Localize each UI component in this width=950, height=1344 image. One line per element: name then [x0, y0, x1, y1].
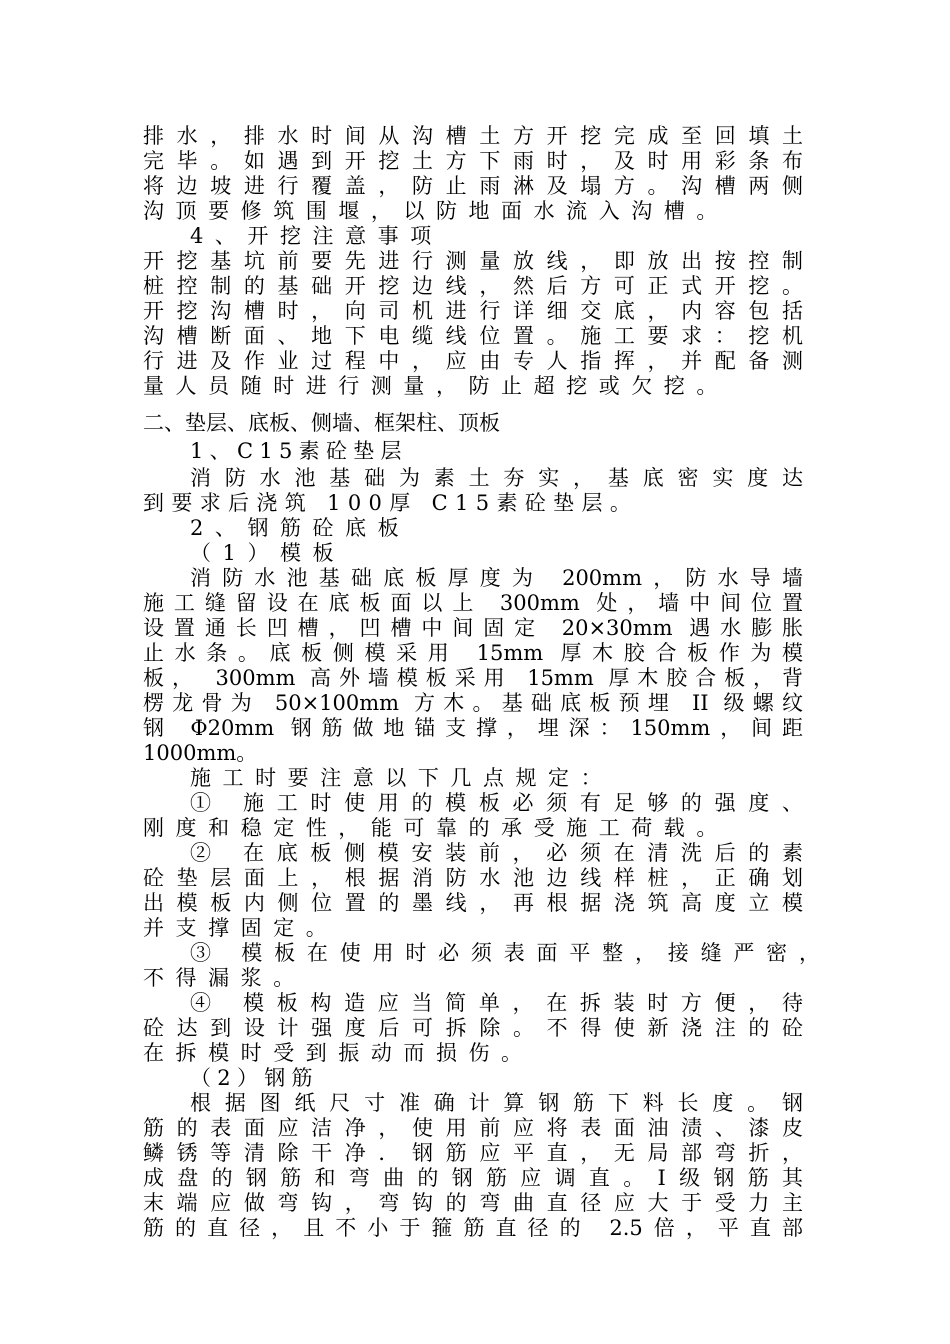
text-line: 消防水池基础底板厚度为 200mm，防水导墙	[190, 566, 803, 590]
text-line: 砼达到设计强度后可拆除。不得使新浇注的砼	[143, 1016, 803, 1040]
text-line: 鳞锈等清除干净．钢筋应平直，无局部弯折，	[143, 1141, 803, 1165]
text-line: 沟槽断面、地下电缆线位置。施工要求：挖机	[143, 324, 803, 348]
text-line: 沟顶要修筑围堰，以防地面水流入沟槽。	[143, 199, 729, 223]
list-item: ④ 模板构造应当简单，在拆装时方便，待	[190, 991, 803, 1015]
text-line: 到要求后浇筑 100厚 C15素砼垫层。	[143, 491, 639, 515]
text-line: 量人员随时进行测量，防止超挖或欠挖。	[143, 374, 729, 398]
text-line: 末端应做弯钩，弯钩的弯曲直径应大于受力主	[143, 1191, 803, 1215]
list-item: ② 在底板侧模安装前，必须在清洗后的素	[190, 841, 803, 865]
section-heading: 4、开挖注意事项	[190, 224, 443, 248]
text-line: 1000mm。	[143, 741, 258, 765]
text-line: 出模板内侧位置的墨线，再根据浇筑高度立模	[143, 891, 803, 915]
text-line: 在拆模时受到振动而损伤。	[143, 1041, 534, 1065]
chapter-heading: 二、垫层、底板、侧墙、框架柱、顶板	[143, 411, 500, 435]
text-line: 止水条。底板侧模采用 15mm 厚木胶合板作为模	[143, 641, 803, 665]
subsection-heading: （2）钢筋	[190, 1066, 319, 1090]
text-line: 根据图纸尺寸准确计算钢筋下料长度。钢	[190, 1091, 803, 1115]
text-line: 筋的表面应洁净，使用前应将表面油渍、漆皮	[143, 1116, 803, 1140]
text-line: 将边坡进行覆盖，防止雨淋及塌方。沟槽两侧	[143, 174, 803, 198]
text-line: 刚度和稳定性，能可靠的承受施工荷载。	[143, 816, 729, 840]
text-line: 楞龙骨为 50×100mm 方木。基础底板预埋 II 级螺纹	[143, 691, 803, 715]
text-line: 桩控制的基础开挖边线，然后方可正式开挖。	[143, 274, 803, 298]
text-line: 砼垫层面上，根据消防水池边线样桩，正确划	[143, 866, 803, 890]
text-line: 完毕。如遇到开挖土方下雨时，及时用彩条布	[143, 149, 803, 173]
text-line: 开挖沟槽时，向司机进行详细交底，内容包括	[143, 299, 803, 323]
text-line: 成盘的钢筋和弯曲的钢筋应调直。Ⅰ级钢筋其	[143, 1166, 803, 1190]
text-line: 排水，排水时间从沟槽土方开挖完成至回填土	[143, 124, 803, 148]
list-item: ① 施工时使用的模板必须有足够的强度、	[190, 791, 803, 815]
text-line: 行进及作业过程中，应由专人指挥，并配备测	[143, 349, 803, 373]
text-line: 设置通长凹槽，凹槽中间固定 20×30mm 遇水膨胀	[143, 616, 803, 640]
subsection-heading: （1）模板	[190, 541, 346, 565]
text-line: 板， 300mm 高外墙模板采用 15mm 厚木胶合板，背	[143, 666, 804, 690]
text-line: 施工时要注意以下几点规定：	[190, 766, 614, 790]
text-line: 消防水池基础为素土夯实，基底密实度达	[190, 466, 803, 490]
text-line: 并支撑固定。	[143, 916, 339, 940]
list-item: ③ 模板在使用时必须表面平整，接缝严密，	[190, 941, 820, 965]
text-line: 开挖基坑前要先进行测量放线，即放出按控制	[143, 249, 803, 273]
section-heading: 2、钢筋砼底板	[190, 516, 411, 540]
text-line: 施工缝留设在底板面以上 300mm 处，墙中间位置	[143, 591, 803, 615]
text-line: 筋的直径，且不小于箍筋直径的 2.5倍，平直部	[143, 1216, 803, 1240]
section-heading: 1、C15素砼垫层	[190, 439, 408, 463]
text-line: 不得漏浆。	[143, 966, 306, 990]
text-line: 钢 Φ20mm 钢筋做地锚支撑，埋深：150mm，间距	[143, 716, 803, 740]
